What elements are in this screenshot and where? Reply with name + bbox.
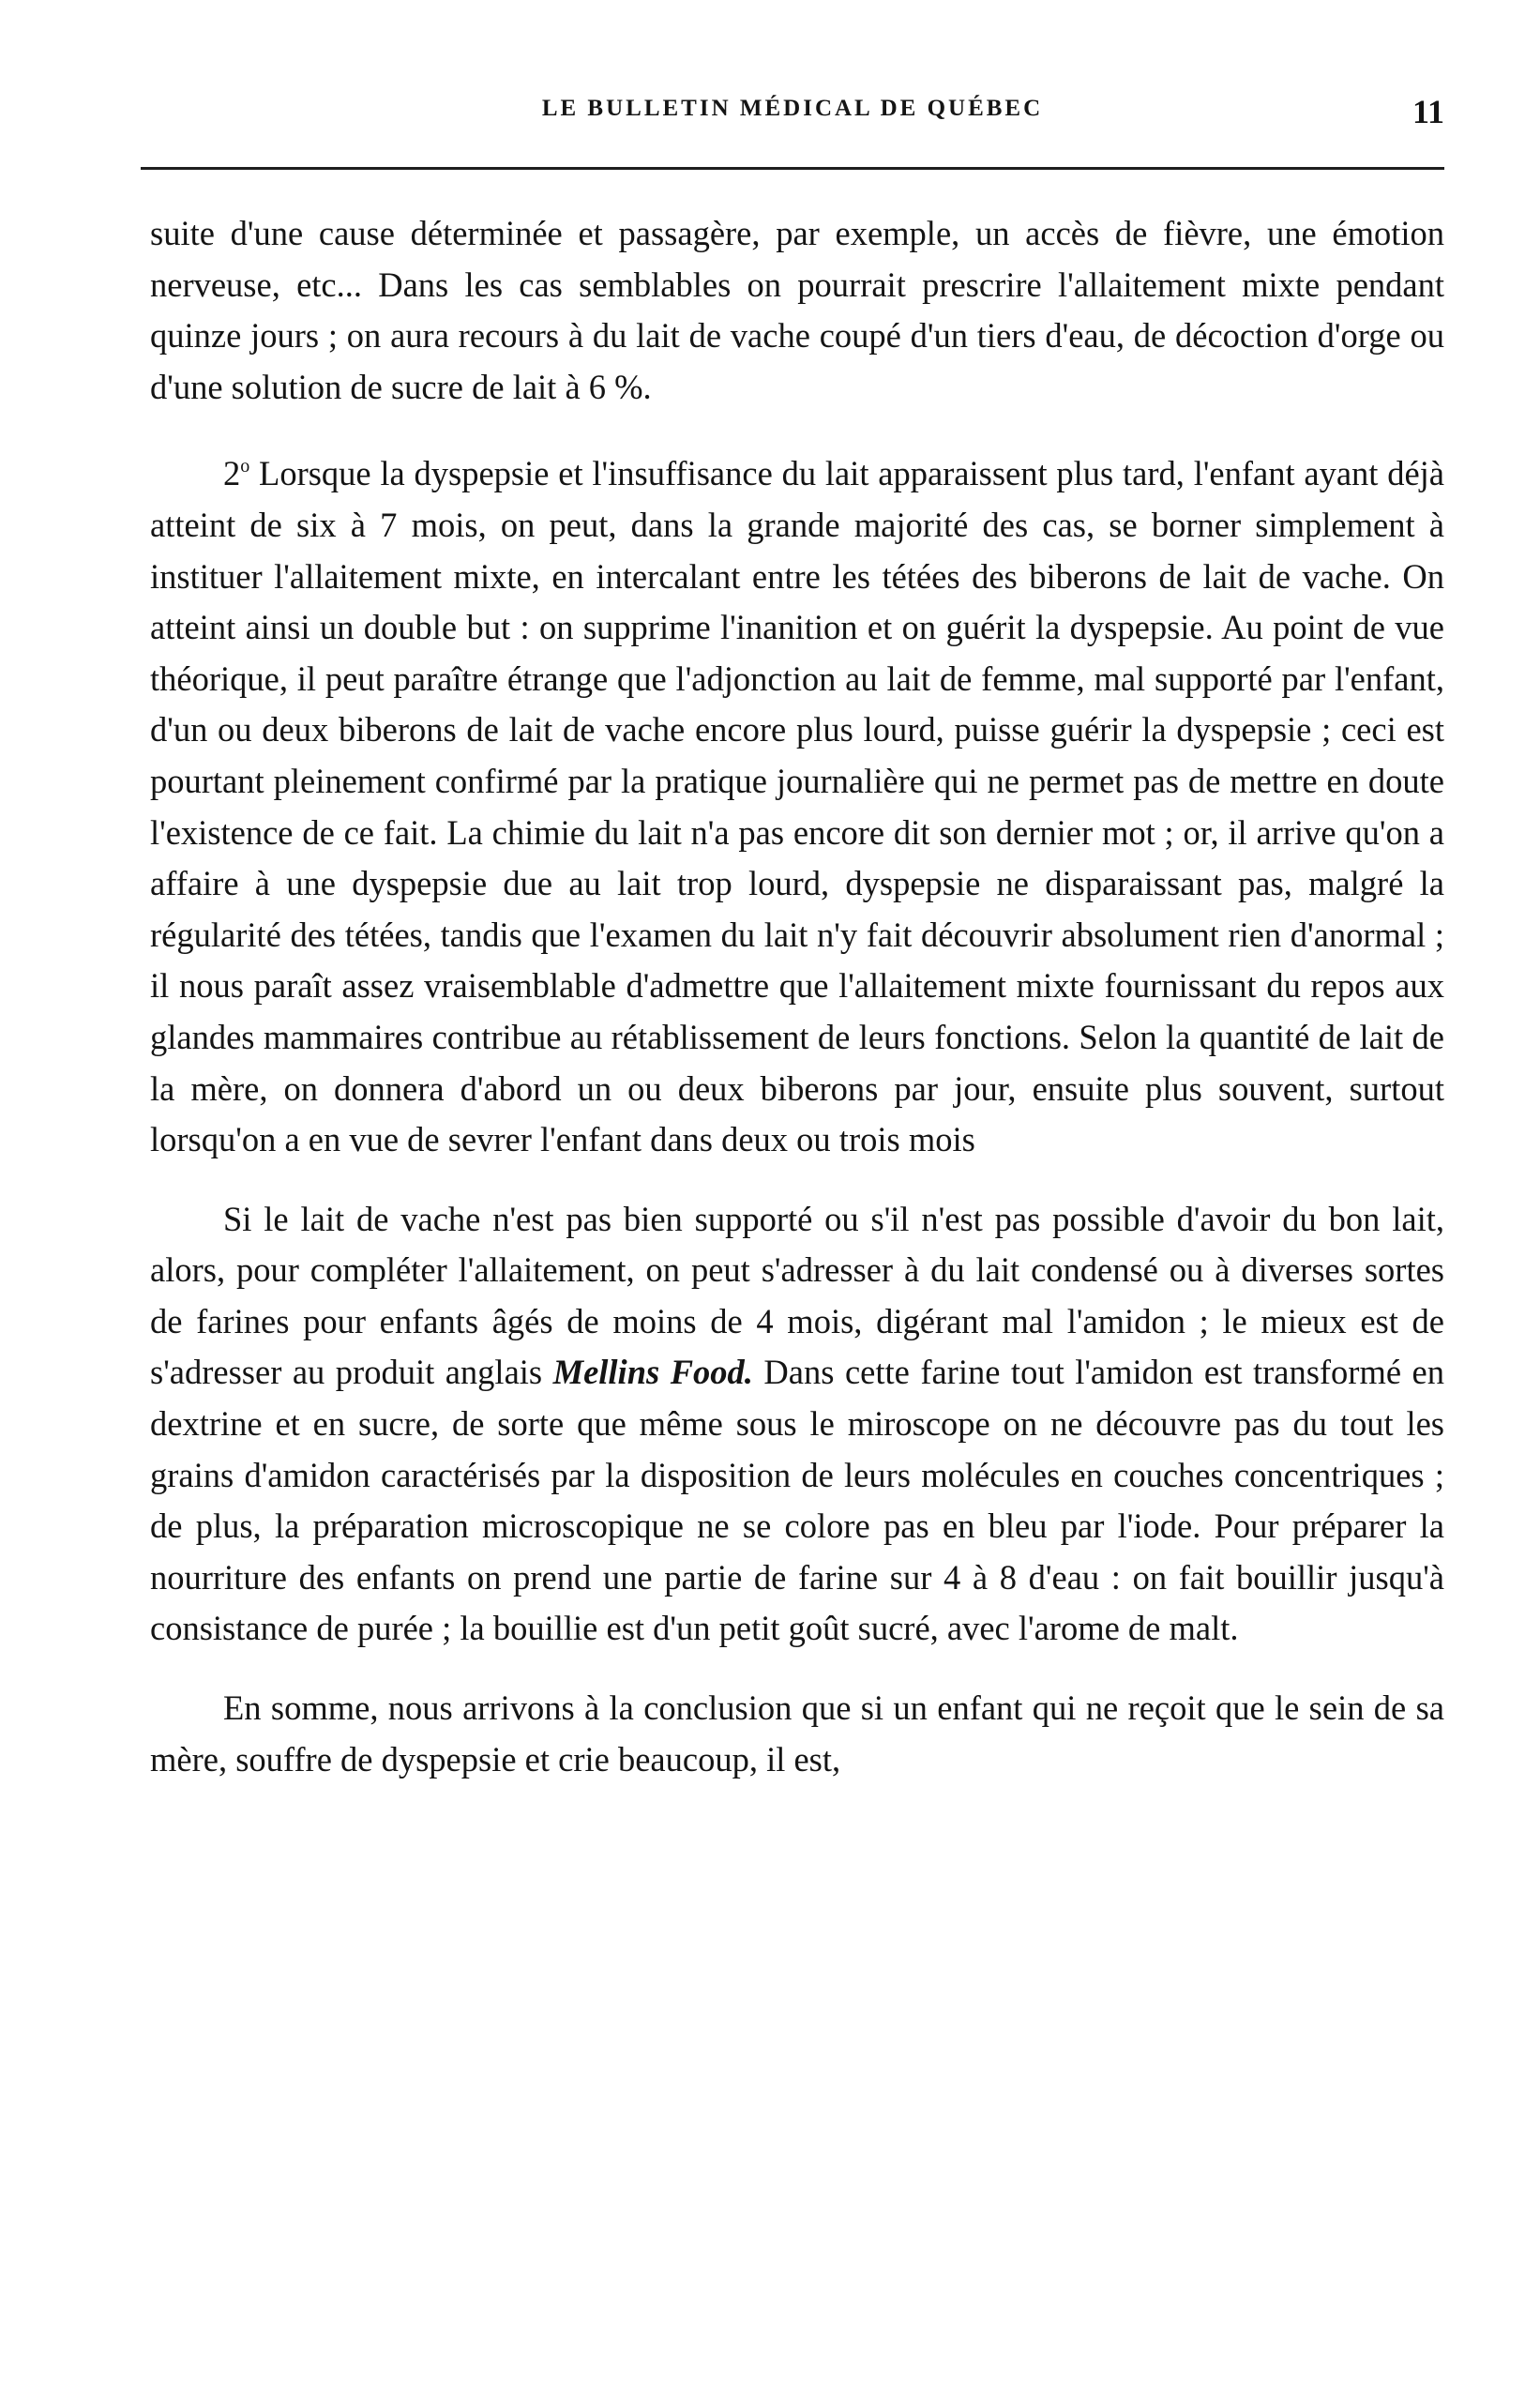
- running-title: LE BULLETIN MÉDICAL DE QUÉBEC: [541, 96, 1044, 121]
- paragraph-3: [150, 1194, 1444, 1655]
- paragraph-2: [150, 441, 1444, 1165]
- paragraph-2-ordinal: o: [240, 456, 250, 477]
- page-number: 11: [1412, 93, 1444, 130]
- running-header: [141, 92, 1444, 129]
- paragraph-3-text-b: Dans cette farine tout l'amidon est transformé en dextrine et en sucre, de sorte que même sous le miroscope on ne découvre pas du tout les grains d'amidon caractérisés par la disposition de leurs molécules en couches concentriques ; de plus, la préparation microscopique ne se colore pas en bleu par l'iode. Pour préparer la nourriture des enfants on prend une partie de farine sur 4 à 8 d'eau : on fait bouillir jusqu'à consistance de purée ; la bouillie est d'un petit goût sucré, avec l'arome de malt.: [150, 1353, 1445, 1648]
- body-text: [150, 208, 1444, 1785]
- header-rule: [141, 167, 1444, 170]
- paragraph-2-number: 2: [223, 454, 241, 493]
- paragraph-4: En somme, nous arrivons à la conclusion que si un enfant qui ne reçoit que le sein de sa mère, souffre de dyspepsie et crie beaucoup, il est,: [150, 1688, 1444, 1779]
- product-name: Mellins Food.: [552, 1353, 753, 1392]
- paragraph-2-text: Lorsque la dyspepsie et l'insuffisance du lait apparaissent plus tard, l'enfant ayant déjà atteint de six à 7 mois, on peut, dans la grande majorité des cas, se borner simplement à instituer l'allaitement mixte, en intercalant entre les tétées des biberons de lait de vache. On atteint ainsi un double but : on supprime l'inanition et on guérit la dyspepsie. Au point de vue théorique, il peut paraître étrange que l'adjonction au lait de femme, mal supporté par l'enfant, d'un ou deux biberons de lait de vache encore plus lourd, puisse guérir la dyspepsie ; ceci est pourtant pleinement confirmé par la pratique journalière qui ne permet pas de mettre en doute l'existence de ce fait. La chimie du lait n'a pas encore dit son dernier mot ; or, il arrive qu'on a affaire à une dyspepsie due au lait trop lourd, dyspepsie ne disparaissant pas, malgré la régularité des tétées, tandis que l'examen du lait n'y fait découvrir absolument rien d'anormal ; il nous paraît assez vraisemblable d'admettre que l'allaitement mixte fournissant du repos aux glandes mammaires contribue au rétablissement de leurs fonctions. Selon la quantité de lait de la mère, on donnera d'abord un ou deux biberons par jour, ensuite plus souvent, surtout lorsqu'on a en vue de sevrer l'enfant dans deux ou trois mois: [150, 454, 1444, 1159]
- paragraph-3-text-a: Si le lait de vache n'est pas bien supporté ou s'il n'est pas possible d'avoir du bon lait, alors, pour compléter l'allaitement, on peut s'adresser à du lait condensé ou à diverses sortes de farines pour enfants âgés de moins de 4 mois, digérant mal l'amidon ; le mieux est de s'adresser au produit anglais: [150, 1199, 1444, 1392]
- paragraph-1: suite d'une cause déterminée et passagère, par exemple, un accès de fièvre, une émotion nerveuse, etc... Dans les cas semblables on pourrait prescrire l'allaitement mixte pendant quinze jours ; on aura recours à du lait de vache coupé d'un tiers d'eau, de décoction d'orge ou d'une solution de sucre de lait à 6 %.: [150, 214, 1444, 406]
